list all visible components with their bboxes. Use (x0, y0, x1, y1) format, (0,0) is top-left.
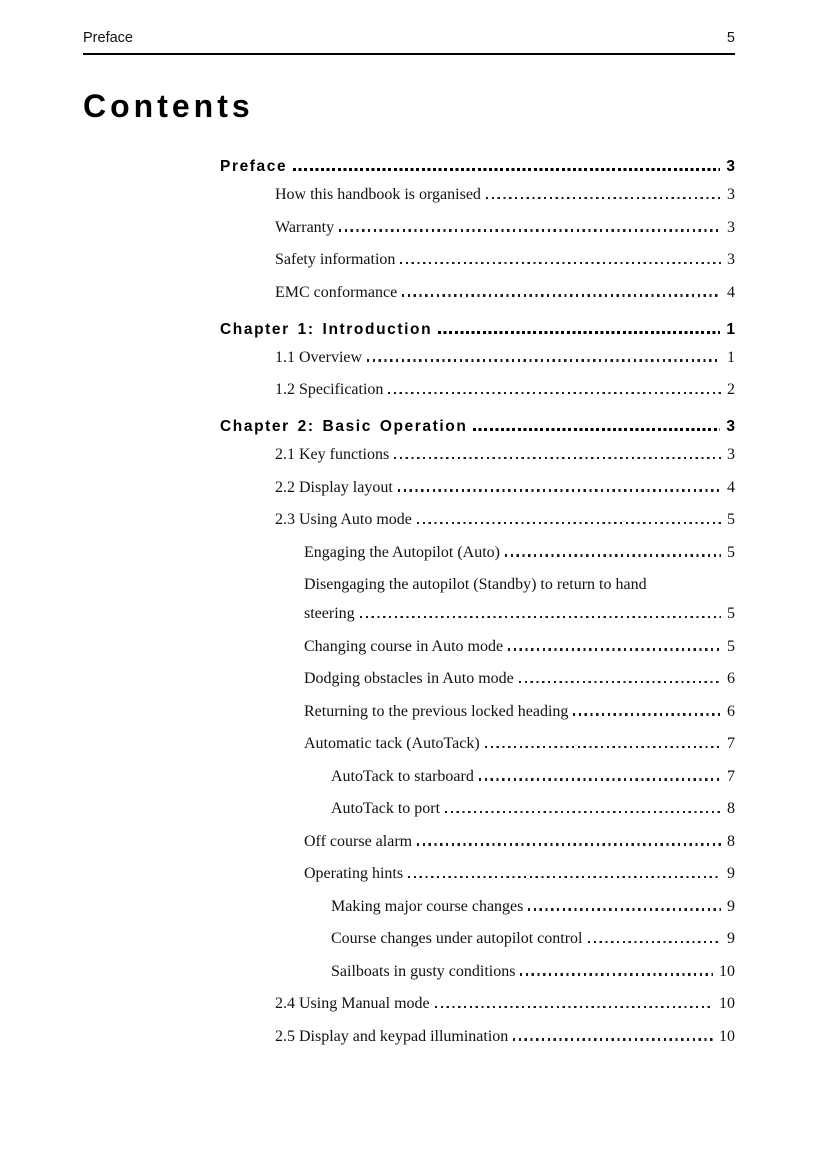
dot-leader (417, 843, 721, 845)
toc-entry-page: 1 (726, 320, 735, 338)
dot-leader (394, 457, 721, 459)
toc-entry-text: Automatic tack (AutoTack) (304, 735, 480, 752)
dot-leader (367, 359, 721, 361)
toc-entry-page: 1 (727, 348, 735, 366)
toc-entry-page: 3 (726, 418, 735, 435)
toc-entry (220, 733, 735, 755)
toc-entry-text: Chapter 1: Introduction (220, 320, 433, 338)
toc-entry-page: 5 (727, 511, 735, 528)
toc-entry-page: 7 (727, 767, 735, 785)
toc-entry (220, 249, 735, 271)
dot-leader (400, 262, 721, 264)
dot-leader (528, 908, 721, 910)
toc-entry-page: 6 (727, 670, 735, 687)
toc-entry (220, 636, 735, 658)
toc-entry (220, 798, 735, 820)
toc-entry (220, 347, 735, 369)
toc-entry-text: Sailboats in gusty conditions (331, 962, 516, 980)
toc-entry (220, 542, 735, 564)
toc-entry-page: 4 (727, 283, 735, 301)
table-of-contents (220, 156, 735, 1058)
toc-entry-text: Returning to the previous locked heading (304, 702, 569, 720)
toc-entry-text: 2.1 Key functions (275, 446, 390, 463)
toc-entry-page: 10 (719, 962, 735, 980)
toc-entry-text: Changing course in Auto mode (304, 637, 504, 655)
toc-entry (220, 1026, 735, 1048)
dot-leader (408, 876, 721, 878)
toc-entry-text: Operating hints (304, 865, 404, 882)
dot-leader (360, 616, 721, 618)
toc-entry (220, 416, 735, 438)
toc-entry (220, 668, 735, 690)
toc-entry-page: 8 (727, 800, 735, 817)
dot-leader (508, 648, 721, 650)
dot-leader (573, 713, 721, 715)
toc-entry-text: Chapter 2: Basic Operation (220, 418, 468, 435)
dot-leader (520, 973, 713, 975)
toc-entry-text: AutoTack to starboard (331, 767, 474, 785)
toc-entry-text: 2.4 Using Manual mode (275, 995, 430, 1012)
toc-entry (220, 993, 735, 1015)
dot-leader (486, 197, 721, 199)
toc-entry (220, 928, 735, 950)
toc-entry-text: Dodging obstacles in Auto mode (304, 670, 514, 687)
toc-entry-page: 4 (727, 478, 735, 496)
toc-entry (220, 509, 735, 531)
toc-entry (220, 896, 735, 918)
toc-entry (220, 217, 735, 239)
toc-entry-page: 10 (719, 995, 735, 1012)
toc-entry-text: Preface (220, 158, 288, 175)
dot-leader (519, 681, 721, 683)
toc-entry-page: 10 (719, 1027, 735, 1045)
dot-leader (505, 554, 721, 556)
toc-entry (220, 603, 735, 625)
toc-entry (220, 444, 735, 466)
toc-entry (220, 574, 735, 596)
toc-entry (220, 319, 735, 341)
toc-entry-text: Warranty (275, 218, 335, 236)
dot-leader (438, 331, 720, 334)
toc-entry-page: 5 (727, 637, 735, 655)
toc-entry-page: 8 (727, 832, 735, 850)
toc-entry (220, 961, 735, 983)
toc-entry-text: 2.2 Display layout (275, 478, 393, 496)
toc-entry (220, 282, 735, 304)
toc-entry-page: 2 (727, 381, 735, 398)
toc-entry-text: EMC conformance (275, 283, 398, 301)
dot-leader (473, 428, 720, 431)
toc-entry (220, 156, 735, 178)
dot-leader (485, 746, 721, 748)
dot-leader (445, 811, 721, 813)
toc-entry-page: 3 (727, 218, 735, 236)
toc-entry-page: 9 (727, 897, 735, 915)
dot-leader (402, 294, 721, 296)
toc-entry-page: 9 (727, 865, 735, 882)
toc-entry-page: 3 (726, 158, 735, 175)
toc-entry-page: 5 (727, 605, 735, 622)
toc-entry (220, 477, 735, 499)
toc-entry-text: 2.5 Display and keypad illumination (275, 1027, 509, 1045)
dot-leader (417, 522, 721, 524)
dot-leader (513, 1038, 713, 1040)
header-section-label: Preface (83, 30, 133, 46)
toc-entry-text: steering (304, 605, 355, 622)
toc-entry-text: Off course alarm (304, 832, 413, 850)
running-header (83, 30, 735, 55)
toc-entry-page: 9 (727, 930, 735, 947)
dot-leader (435, 1006, 713, 1008)
toc-entry-page: 3 (727, 251, 735, 268)
dot-leader (479, 778, 721, 780)
toc-entry-text: Making major course changes (331, 897, 524, 915)
toc-entry-text: Engaging the Autopilot (Auto) (304, 543, 500, 561)
toc-entry-text: 1.2 Specification (275, 381, 384, 398)
dot-leader (339, 229, 721, 231)
toc-entry (220, 379, 735, 401)
toc-entry (220, 701, 735, 723)
dot-leader (293, 168, 720, 171)
dot-leader (398, 489, 721, 491)
toc-entry-text: How this handbook is organised (275, 186, 481, 203)
toc-entry-text: 2.3 Using Auto mode (275, 511, 412, 528)
toc-entry-text: Disengaging the autopilot (Standby) to return to hand (304, 576, 647, 593)
toc-entry (220, 831, 735, 853)
toc-entry-page: 3 (727, 186, 735, 203)
toc-entry (220, 863, 735, 885)
toc-entry-text: AutoTack to port (331, 800, 441, 817)
toc-entry-text: Course changes under autopilot control (331, 930, 583, 947)
toc-entry-page: 3 (727, 446, 735, 463)
toc-entry-text: 1.1 Overview (275, 348, 363, 366)
toc-entry (220, 184, 735, 206)
toc-entry-page: 6 (727, 702, 735, 720)
header-page-number: 5 (726, 30, 735, 46)
toc-entry (220, 766, 735, 788)
page-title: Contents (83, 88, 254, 124)
toc-entry-page: 7 (727, 735, 735, 752)
toc-entry-page: 5 (727, 543, 735, 561)
dot-leader (588, 941, 722, 943)
toc-entry-text: Safety information (275, 251, 396, 268)
dot-leader (388, 392, 721, 394)
